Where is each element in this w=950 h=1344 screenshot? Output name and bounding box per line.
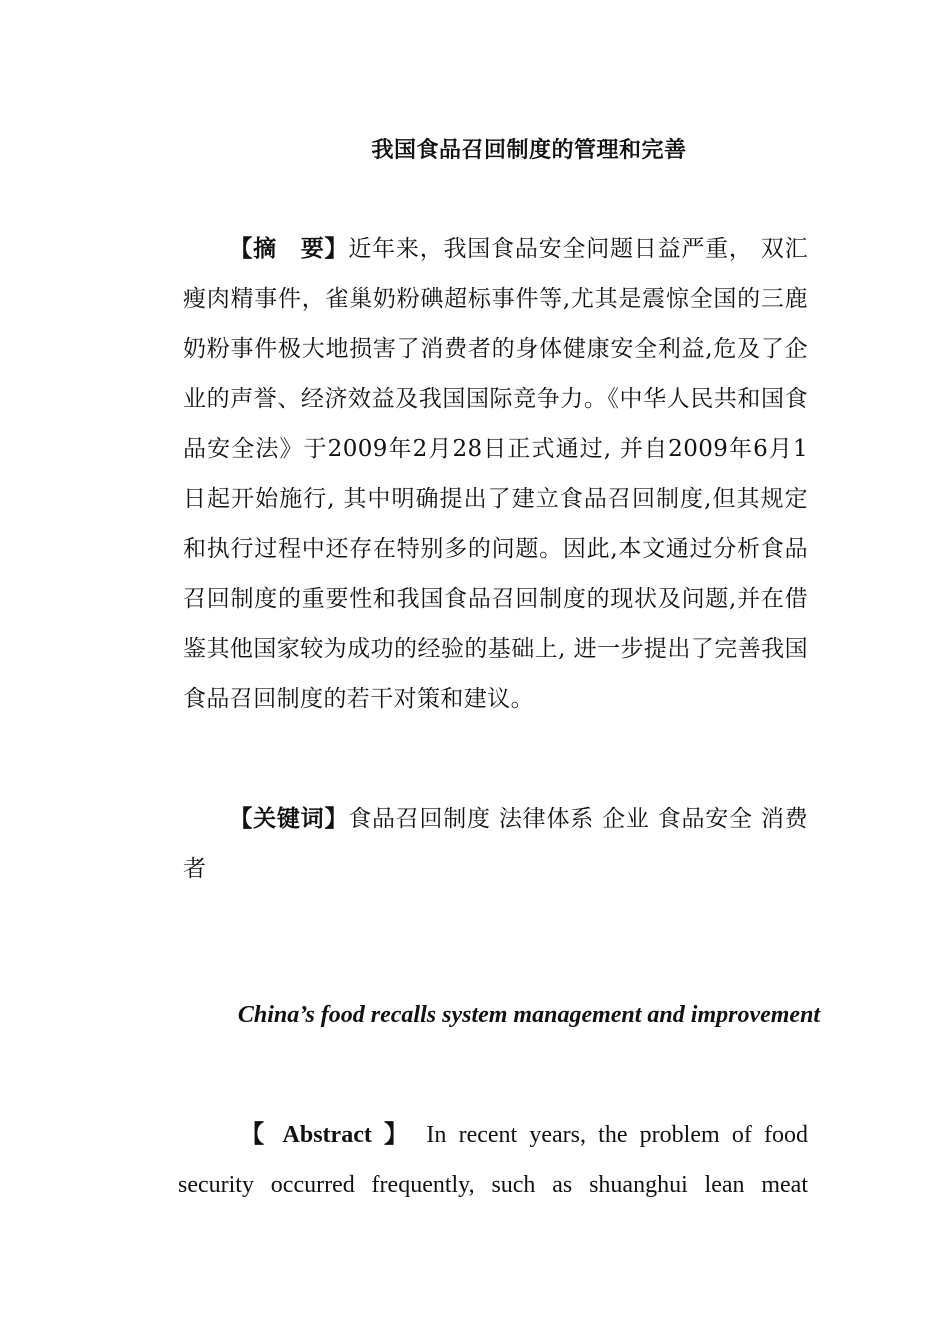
english-title: China’s food recalls system management and improvement <box>237 1002 821 1028</box>
english-abstract <box>178 1110 808 1210</box>
chinese-keywords-label: 【关键词】 <box>229 806 349 832</box>
chinese-abstract-text: 近年来，我国食品安全问题日益严重， 双汇瘦肉精事件，雀巢奶粉碘超标事件等,尤其是震惊全国的三鹿奶粉事件极大地损害了消费者的身体健康安全利益,危及了企业的声誉、经济效益及我国国际竞争力。《中华人民共和国食品安全法》于2009年2月28日正式通过, 并自2009年6月1日起开始施行, 其中明确提出了建立食品召回制度,但其规定和执行过程中还存在特别多的问题。因此,本文通过分析食品召回制度的重要性和我国食品召回制度的现状及问题,并在借鉴其他国家较为成功的经验的基础上, 进一步提出了完善我国食品召回制度的若干对策和建议。 <box>183 236 809 712</box>
chinese-title: 我国食品召回制度的管理和完善 <box>371 138 687 163</box>
english-abstract-text: In recent years, the problem of food security occurred frequently, such as shuanghui lean meat <box>178 1122 809 1198</box>
chinese-abstract-label: 【摘 要】 <box>229 236 349 262</box>
chinese-abstract <box>183 224 808 724</box>
chinese-keywords-text: 食品召回制度 法律体系 企业 食品安全 消费者 <box>183 806 809 882</box>
chinese-keywords <box>183 794 808 894</box>
english-abstract-label: 【 Abstract 】 <box>234 1122 415 1148</box>
